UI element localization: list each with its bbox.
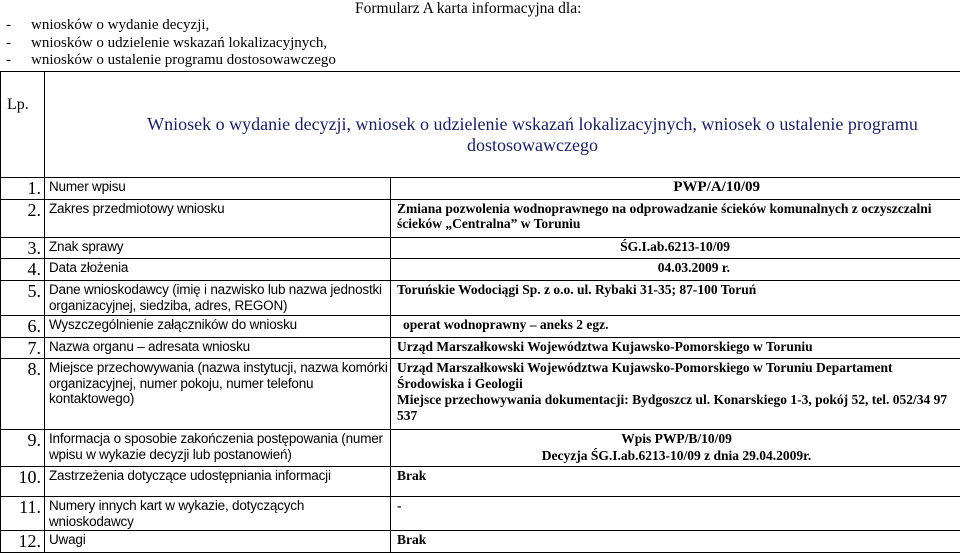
row-label-cell <box>45 497 391 531</box>
row-value-cell <box>391 467 960 497</box>
row-label-cell <box>45 531 391 553</box>
row-number: 11. <box>19 497 41 518</box>
row-number: 4. <box>27 259 41 280</box>
row-label-cell <box>45 281 391 316</box>
row-label: Zastrzeżenia dotyczące udostępniania informacji <box>49 468 331 484</box>
row-label: Znak sprawy <box>49 238 124 254</box>
row-label-cell <box>45 359 391 430</box>
row-label-cell <box>45 430 391 467</box>
row-label: Numer wpisu <box>49 179 126 195</box>
table-row <box>1 199 960 237</box>
row-value: ŚG.I.ab.6213-10/09 <box>620 238 731 254</box>
row-number-cell <box>1 467 45 497</box>
list-item <box>6 17 336 35</box>
table-row <box>1 259 960 281</box>
row-label-cell <box>45 316 391 338</box>
row-number: 7. <box>27 337 41 358</box>
row-label: Wyszczególnienie załączników do wniosku <box>49 317 297 333</box>
header-title-cell <box>45 72 960 178</box>
row-value-cell <box>391 237 960 259</box>
row-value: Zmiana pozwolenia wodnoprawnego na odprowadzanie ścieków komunalnych z oczyszczalni ścieków „Centralna” w Toruniu <box>397 200 932 232</box>
row-number: 1. <box>27 178 41 199</box>
row-value-cell <box>391 259 960 281</box>
table-row <box>1 316 960 338</box>
list-item-text: wniosków o udzielenie wskazań lokalizacyjnych, <box>31 34 328 51</box>
row-number-cell <box>1 178 45 200</box>
row-value-cell <box>391 430 960 467</box>
applies-to-list <box>6 17 336 70</box>
lp-label: Lp. <box>7 96 29 113</box>
table-row <box>1 531 960 553</box>
row-value: Wpis PWP/B/10/09 <box>621 431 732 447</box>
row-value: Brak <box>397 468 427 484</box>
table-row <box>1 359 960 430</box>
row-number-cell <box>1 316 45 338</box>
row-value-cell <box>391 281 960 316</box>
row-label: Nazwa organu – adresata wniosku <box>49 338 250 354</box>
row-label-cell <box>45 467 391 497</box>
row-label: Numery innych kart w wykazie, dotyczących wnioskodawcy <box>49 498 305 529</box>
row-number-cell <box>1 237 45 259</box>
row-label-cell <box>45 178 391 200</box>
row-number-cell <box>1 497 45 531</box>
table-row <box>1 178 960 200</box>
row-number: 5. <box>27 281 41 302</box>
row-label-cell <box>45 337 391 359</box>
row-value-cell <box>391 359 960 430</box>
row-label-cell <box>45 237 391 259</box>
list-dash: - <box>6 17 11 33</box>
row-value: Brak <box>397 532 427 548</box>
header-title: Wniosek o wydanie decyzji, wniosek o udzielenie wskazań lokalizacyjnych, wniosek o ustalenie programu dostosowawczego <box>147 114 918 155</box>
row-label: Miejsce przechowywania (nazwa instytucji, nazwa komórki organizacyjnej, numer pokoju, numer telefonu kontaktowego) <box>49 360 388 407</box>
list-dash: - <box>6 52 11 68</box>
row-number: 8. <box>27 359 41 380</box>
row-value-cell <box>391 497 960 531</box>
row-value: Urząd Marszałkowski Województwa Kujawsko-Pomorskiego w Toruniu Departament Środowiska i Geologii <box>397 360 893 391</box>
list-item <box>6 52 336 70</box>
row-value-cell <box>391 178 960 200</box>
row-number-cell <box>1 359 45 430</box>
table-header-row <box>1 72 960 178</box>
row-value: - <box>397 498 402 514</box>
row-value: PWP/A/10/09 <box>673 179 761 196</box>
table-row <box>1 337 960 359</box>
row-number: 10. <box>18 467 41 488</box>
row-number: 6. <box>27 316 41 337</box>
row-value-cell <box>391 316 960 338</box>
row-label: Uwagi <box>49 532 86 548</box>
row-value: Toruńskie Wodociągi Sp. z o.o. ul. Rybaki 31-35; 87-100 Toruń <box>397 282 757 298</box>
row-number-cell <box>1 281 45 316</box>
row-label: Zakres przedmiotowy wniosku <box>49 200 225 216</box>
list-item-text: wniosków o ustalenie programu dostosowawczego <box>31 52 336 68</box>
row-value-secondary: Miejsce przechowywania dokumentacji: Bydgoszcz ul. Konarskiego 1-3, pokój 52, tel. 052/34 97 537 <box>397 392 948 423</box>
row-number-cell <box>1 259 45 281</box>
row-value: operat wodnoprawny – aneks 2 egz. <box>403 317 609 333</box>
row-number-cell <box>1 531 45 553</box>
row-label-cell <box>45 199 391 237</box>
row-number-cell <box>1 199 45 237</box>
table-row <box>1 281 960 316</box>
row-label: Dane wnioskodawcy (imię i nazwisko lub nazwa jednostki organizacyjnej, siedziba, adres, REGON) <box>49 282 382 313</box>
list-dash: - <box>6 34 11 51</box>
row-number: 12. <box>18 531 41 552</box>
row-number-cell <box>1 337 45 359</box>
row-value: Urząd Marszałkowski Województwa Kujawsko-Pomorskiego w Toruniu <box>397 338 813 354</box>
row-value-cell <box>391 337 960 359</box>
row-label-cell <box>45 259 391 281</box>
row-number: 2. <box>27 199 41 220</box>
row-value-cell <box>391 531 960 553</box>
row-value-secondary: Decyzja ŚG.I.ab.6213-10/09 z dnia 29.04.2009r. <box>541 447 812 463</box>
table-row <box>1 497 960 531</box>
form-title: Formularz A karta informacyjna dla: <box>355 0 582 17</box>
row-number-cell <box>1 430 45 467</box>
row-value: 04.03.2009 r. <box>657 260 731 276</box>
row-label: Data złożenia <box>49 260 129 276</box>
table-row <box>1 237 960 259</box>
info-table <box>0 71 960 553</box>
list-item-text: wniosków o wydanie decyzji, <box>31 17 210 33</box>
row-label: Informacja o sposobie zakończenia postępowania (numer wpisu w wykazie decyzji lub postanowień) <box>49 431 383 462</box>
table-row <box>1 467 960 497</box>
row-value-cell <box>391 199 960 237</box>
form-header <box>0 0 960 71</box>
row-number: 9. <box>27 430 41 451</box>
row-number: 3. <box>27 237 41 258</box>
list-item <box>6 35 336 53</box>
lp-cell <box>1 72 45 178</box>
table-row <box>1 430 960 467</box>
